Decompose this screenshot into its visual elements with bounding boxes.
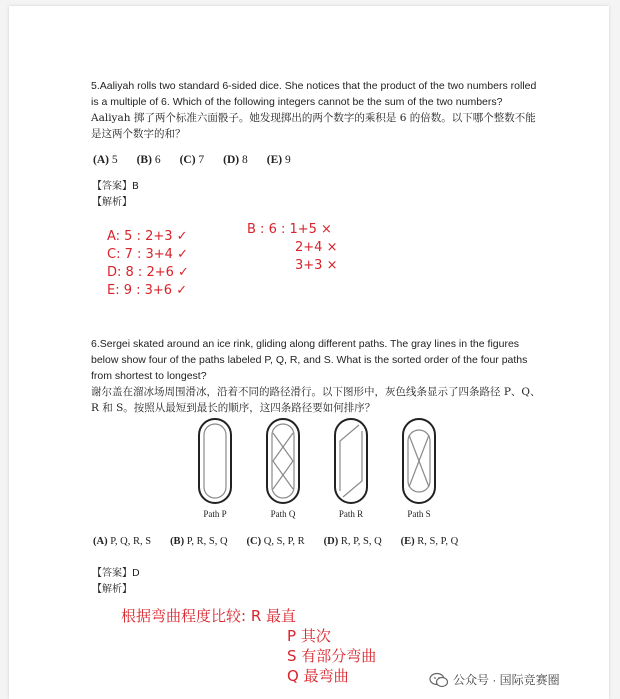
q6-analysis-label: 【解析】 [92,584,132,595]
hw-line: Q 最弯曲 [287,667,349,685]
q5-choice-a: (A) 5 [93,154,118,166]
path-s-label: Path S [407,509,431,519]
path-s-figure [403,419,435,503]
hw-line: D: 8 : 2+6 ✓ [107,265,189,280]
q5-answer: 【答案】B [92,181,139,192]
path-r-label: Path R [338,509,364,519]
q6-choice-d: (D) R, P, S, Q [323,536,382,547]
q6-text [91,336,541,416]
q5-english: 5.Aaliyah rolls two standard 6-sided dice. She notices that the product of the two numbers rolled is a multiple of 6. Which of the following integers cannot be the sum of the two numbers? [91,80,537,108]
paths-svg [187,411,467,511]
q5-handwriting-left [107,228,189,300]
hw-line: E: 9 : 3+6 ✓ [107,283,188,298]
q6-path-figures [187,411,467,521]
hw-line: 2+4 × [295,240,338,255]
q6-choice-e: (E) R, S, P, Q [400,536,459,547]
path-q-label: Path Q [270,509,296,519]
q5-analysis-label: 【解析】 [92,197,132,208]
path-r-figure [335,419,367,503]
q5-choices [93,154,310,166]
q6-choices [93,536,477,547]
q6-choice-c: (C) Q, S, P, R [246,536,305,547]
hw-line: 根据弯曲程度比较: R 最直 [121,607,297,625]
hw-line: P 其次 [287,627,331,645]
watermark [429,671,560,688]
watermark-text: 公众号 · 国际竞赛圈 [453,673,560,687]
q6-choice-a: (A) P, Q, R, S [93,536,152,547]
hw-line: C: 7 : 3+4 ✓ [107,247,188,262]
q5-chinese: Aaliyah 掷了两个标准六面骰子。她发现掷出的两个数字的乘积是 6 的倍数。以下哪个整数不能是这两个数字的和？ [91,112,536,140]
hw-line: A: 5 : 2+3 ✓ [107,229,188,244]
q5-choice-b: (B) 6 [136,154,161,166]
path-p-figure [199,419,231,503]
q5-handwriting-right [247,221,337,275]
q5-text [91,78,541,142]
q6-handwriting [121,606,376,686]
q6-english: 6.Sergei skated around an ice rink, gliding along different paths. The gray lines in the figures below show four of the paths labeled P, Q, R, and S. What is the sorted order of the four paths from shortest to longest? [91,338,528,382]
hw-line: B : 6 : 1+5 × [247,222,332,237]
path-q-figure [267,419,299,503]
q5-choice-c: (C) 7 [179,154,205,166]
q5-choice-d: (D) 8 [223,154,248,166]
wechat-icon [429,672,449,688]
hw-line: S 有部分弯曲 [287,647,377,665]
q6-answer: 【答案】D [92,568,140,579]
hw-line: 3+3 × [295,258,338,273]
q5-choice-e: (E) 9 [266,154,291,166]
q6-choice-b: (B) P, R, S, Q [170,536,228,547]
path-p-label: Path P [203,509,227,519]
document-page [9,6,609,699]
q6-chinese: 谢尔盖在溜冰场周围滑冰，沿着不同的路径滑行。以下图形中，灰色线条显示了四条路径 P、Q、R 和 S。按照从最短到最长的顺序，这四条路径要如何排序？ [91,386,541,414]
